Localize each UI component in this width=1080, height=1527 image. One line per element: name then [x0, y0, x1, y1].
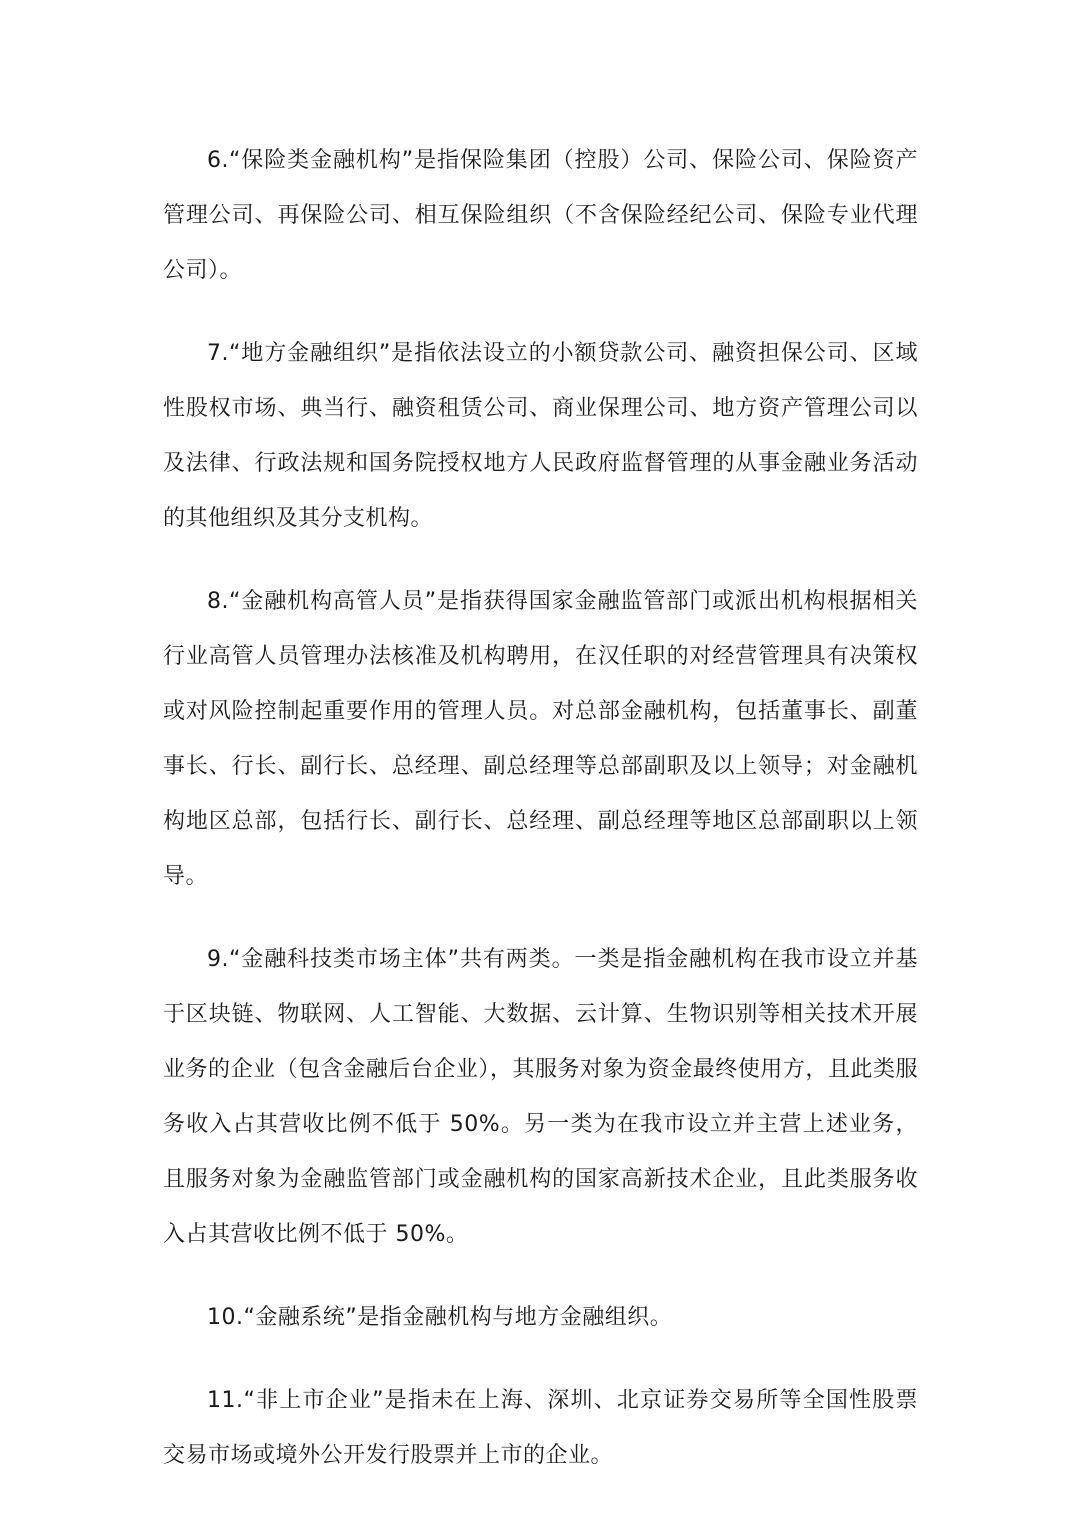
paragraph-definition-8: 8.“金融机构高管人员”是指获得国家金融监管部门或派出机构根据相关行业高管人员管理办法核准及机构聘用，在汉任职的对经营管理具有决策权或对风险控制起重要作用的管理人员。对总部金融机构，包括董事长、副董事长、行长、副行长、总经理、副总经理等总部副职及以上领导；对金融机构地区总部，包括行长、副行长、总经理、副总经理等地区总部副职以上领导。: [163, 589, 918, 889]
document-body: [163, 133, 918, 1511]
paragraph-definition-6: 6.“保险类金融机构”是指保险集团（控股）公司、保险公司、保险资产管理公司、再保险公司、相互保险组织（不含保险经纪公司、保险专业代理公司）。: [163, 148, 918, 283]
paragraph-definition-10: 10.“金融系统”是指金融机构与地方金融组织。: [207, 1305, 673, 1330]
paragraph-definition-7: 7.“地方金融组织”是指依法设立的小额贷款公司、融资担保公司、区域性股权市场、典当行、融资租赁公司、商业保理公司、地方资产管理公司以及法律、行政法规和国务院授权地方人民政府监督管理的从事金融业务活动的其他组织及其分支机构。: [163, 341, 918, 531]
paragraph-definition-11: 11.“非上市企业”是指未在上海、深圳、北京证券交易所等全国性股票交易市场或境外公开发行股票并上市的企业。: [163, 1388, 918, 1468]
paragraph-definition-9: 9.“金融科技类市场主体”共有两类。一类是指金融机构在我市设立并基于区块链、物联网、人工智能、大数据、云计算、生物识别等相关技术开展业务的企业（包含金融后台企业），其服务对象为资金最终使用方，且此类服务收入占其营收比例不低于 50%。另一类为在我市设立并主营上述业务，且服务对象为金融监管部门或金融机构的国家高新技术企业，且此类服务收入占其营收比例不低于 50%。: [163, 947, 918, 1247]
